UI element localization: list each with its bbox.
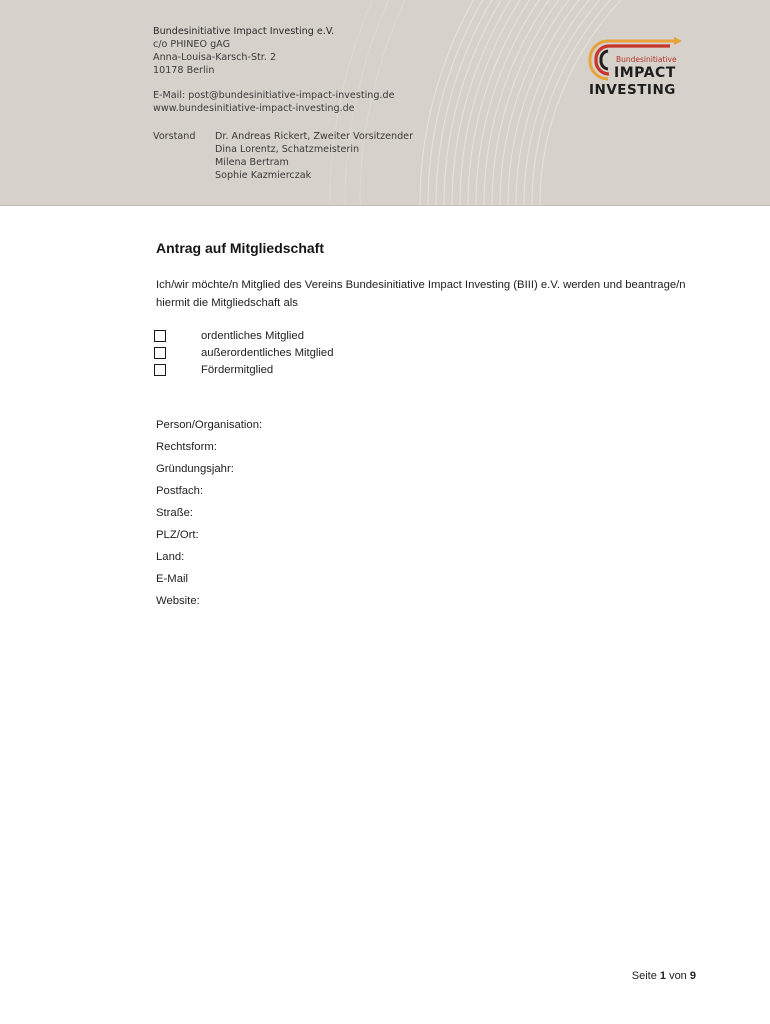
board-label: Vorstand	[153, 131, 196, 142]
board-member: Sophie Kazmierczak	[215, 170, 312, 181]
page-number	[632, 970, 696, 982]
field-founding-year: Gründungsjahr:	[156, 463, 234, 475]
sender-contact	[153, 89, 394, 115]
page-separator: von	[669, 970, 687, 982]
sender-email: E-Mail: post@bundesinitiative-impact-investing.de	[153, 90, 395, 101]
field-email: E-Mail	[156, 573, 189, 585]
impact-investing-logo	[578, 34, 698, 100]
letterhead	[0, 0, 770, 206]
board-member: Milena Bertram	[215, 157, 289, 168]
intro-text: Ich/wir möchte/n Mitglied des Vereins Bundesinitiative Impact Investing (BIII) e.V. werden und beantrage/n hiermit die Mitgliedschaft als	[156, 279, 686, 309]
board-members	[215, 130, 413, 182]
field-street: Straße:	[156, 507, 194, 519]
sender-address	[153, 25, 395, 114]
field-po-box: Postfach:	[156, 485, 204, 497]
sender-city: 10178 Berlin	[153, 65, 215, 76]
checkbox-supporting-member[interactable]	[154, 364, 166, 376]
board-member: Dina Lorentz, Schatzmeisterin	[215, 144, 360, 155]
option-label: außerordentliches Mitglied	[201, 347, 334, 359]
applicant-fields	[156, 416, 262, 614]
sender-website: www.bundesinitiative-impact-investing.de	[153, 103, 355, 114]
board-member: Dr. Andreas Rickert, Zweiter Vorsitzender	[215, 131, 414, 142]
field-website: Website:	[156, 595, 200, 607]
page-prefix: Seite	[631, 970, 657, 982]
page-current: 1	[659, 970, 666, 982]
checkbox-ordinary-member[interactable]	[154, 330, 166, 342]
field-country: Land:	[156, 551, 185, 563]
logo-impact-text: IMPACT	[614, 65, 676, 81]
option-label: Fördermitglied	[201, 364, 274, 376]
page-title: Antrag auf Mitgliedschaft	[156, 240, 325, 256]
field-postcode-city: PLZ/Ort:	[156, 529, 199, 541]
page-total: 9	[689, 970, 696, 982]
sender-org-name: Bundesinitiative Impact Investing e.V.	[153, 26, 335, 37]
sender-care-of: c/o PHINEO gAG	[153, 39, 231, 50]
field-legal-form: Rechtsform:	[156, 441, 217, 453]
sender-street: Anna-Louisa-Karsch-Str. 2	[153, 52, 277, 63]
option-label: ordentliches Mitglied	[201, 330, 304, 342]
checkbox-extraordinary-member[interactable]	[154, 347, 166, 359]
field-person-organisation: Person/Organisation:	[156, 419, 263, 431]
logo-small-text: Bundesinitiative	[616, 55, 677, 64]
logo-investing-text: INVESTING	[589, 82, 676, 98]
